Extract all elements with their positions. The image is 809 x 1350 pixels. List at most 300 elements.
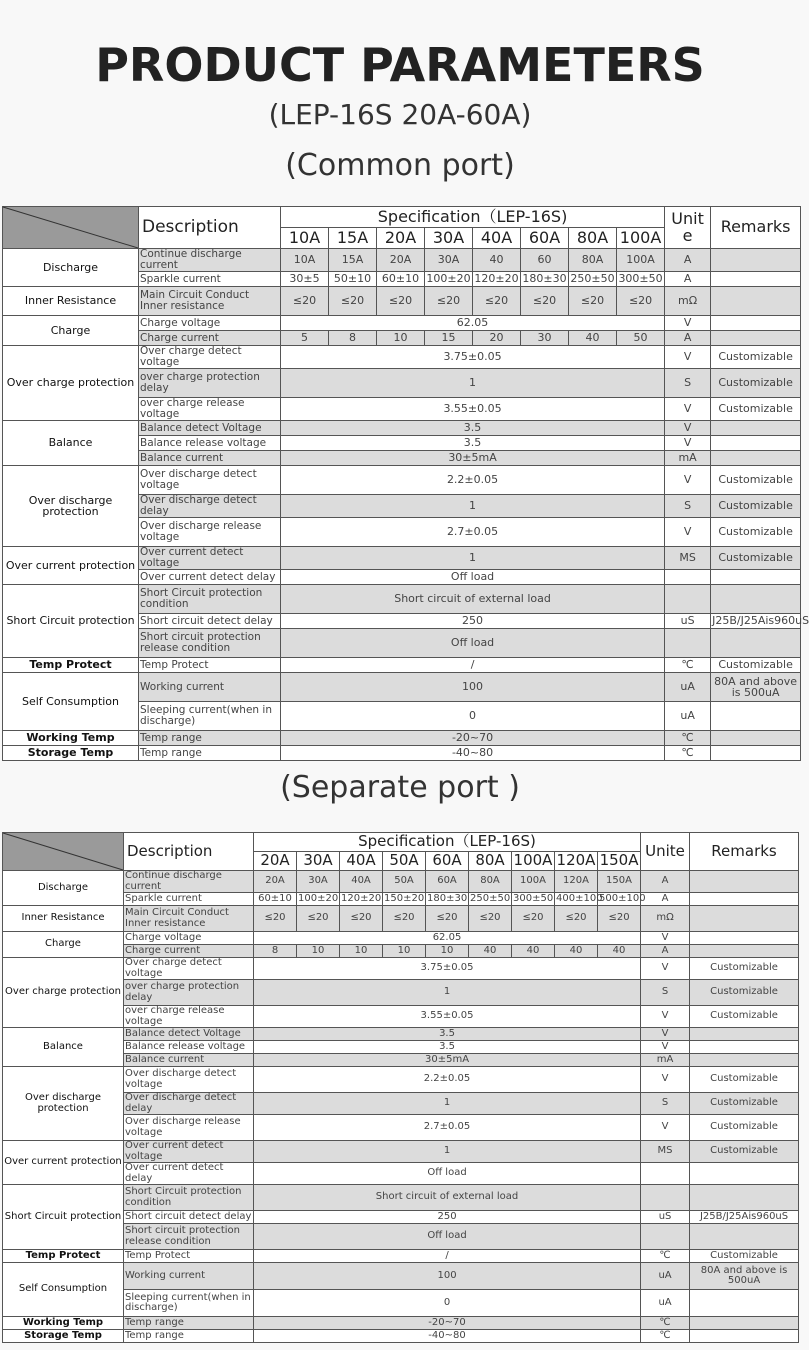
parameter-description: Main Circuit Conduct Inner resistance (124, 906, 254, 932)
current-rating-header: 30A (297, 852, 340, 871)
specification-header: Specification（LEP-16S) (254, 833, 641, 852)
parameter-description: Balance detect Voltage (139, 421, 281, 436)
header-corner-cell (3, 833, 124, 871)
spec-value: 0 (254, 1290, 641, 1317)
spec-value: / (281, 658, 665, 673)
parameter-description: Working current (124, 1263, 254, 1290)
spec-value: 100A (512, 871, 555, 893)
parameter-group-label: Self Consumption (3, 673, 139, 731)
spec-value: Off load (281, 570, 665, 585)
unit-value: V (641, 1067, 690, 1093)
unit-value: uS (641, 1211, 690, 1224)
parameter-group-label: Storage Temp (3, 746, 139, 761)
remarks-header: Remarks (711, 207, 801, 249)
unit-value: MS (665, 547, 711, 570)
parameter-group-label: Working Temp (3, 1317, 124, 1330)
remark-value (690, 893, 799, 906)
spec-value: 30±5mA (254, 1054, 641, 1067)
spec-value: 0 (281, 702, 665, 731)
parameter-description: Over discharge detect delay (124, 1093, 254, 1115)
unit-value: V (665, 316, 711, 331)
remark-value: Customizable (690, 1115, 799, 1141)
table-row (3, 1185, 799, 1211)
spec-value: 1 (281, 495, 665, 518)
spec-value: 40 (569, 331, 617, 346)
unit-value: mA (665, 451, 711, 466)
unit-value: A (641, 945, 690, 958)
remark-value (690, 945, 799, 958)
parameter-description: Balance release voltage (124, 1041, 254, 1054)
spec-value: 300±50 (618, 272, 663, 286)
unit-value: V (665, 421, 711, 436)
spec-value: 100±20 (426, 272, 471, 286)
parameter-description: Over discharge detect delay (139, 495, 281, 518)
spec-value: ≤20 (569, 287, 617, 316)
spec-value: 120A (555, 871, 598, 893)
spec-value: 180±30 (427, 892, 468, 904)
table-row (3, 585, 801, 614)
parameter-description: Over discharge detect voltage (139, 466, 281, 495)
unit-value: V (665, 436, 711, 451)
spec-value: Off load (281, 629, 665, 658)
remark-value (711, 451, 801, 466)
remark-value: Customizable (711, 466, 801, 495)
spec-value: ≤20 (297, 906, 340, 932)
parameter-group-label: Discharge (3, 871, 124, 906)
spec-value: 50 (617, 331, 665, 346)
parameter-group-label: Over current protection (3, 1141, 124, 1185)
spec-value: 10 (383, 945, 426, 958)
current-rating-header: 40A (473, 228, 521, 249)
spec-value: 1 (281, 369, 665, 398)
current-rating-header: 20A (254, 852, 297, 871)
spec-value: 250±50 (470, 892, 511, 904)
spec-value: 150±20 (384, 892, 425, 904)
remark-value: Customizable (711, 547, 801, 570)
spec-value: 3.55±0.05 (281, 398, 665, 421)
spec-value: ≤20 (426, 906, 469, 932)
remark-value: J25B/J25Ais960uS (690, 1211, 799, 1224)
spec-value: 40 (469, 945, 512, 958)
parameter-description: Working current (139, 673, 281, 702)
unit-header: Unite (641, 833, 690, 871)
remark-value: 80A and above is 500uA (711, 673, 801, 702)
parameter-group-label: Charge (3, 316, 139, 346)
spec-value: ≤20 (377, 287, 425, 316)
spec-value: ≤20 (254, 906, 297, 932)
spec-value: 250 (281, 614, 665, 629)
remark-value: Customizable (711, 346, 801, 369)
spec-value: ≤20 (555, 906, 598, 932)
parameter-group-label: Charge (3, 932, 124, 958)
current-rating-header: 50A (383, 852, 426, 871)
unit-value: V (665, 398, 711, 421)
remark-value: Customizable (690, 958, 799, 980)
unit-value: S (641, 980, 690, 1006)
parameter-description: Short Circuit protection condition (124, 1185, 254, 1211)
spec-value: ≤20 (383, 906, 426, 932)
remark-value (690, 1163, 799, 1185)
spec-value: ≤20 (281, 287, 329, 316)
model-subtitle: (LEP-16S 20A-60A) (268, 98, 532, 131)
remark-value (711, 746, 801, 761)
spec-value: 62.05 (254, 932, 641, 945)
parameter-group-label: Balance (3, 1028, 124, 1067)
spec-value: ≤20 (425, 287, 473, 316)
parameter-description: Over discharge detect voltage (124, 1067, 254, 1093)
current-rating-header: 60A (426, 852, 469, 871)
unit-value: V (641, 1041, 690, 1054)
spec-value: 400±100 (556, 892, 603, 904)
remark-value (690, 871, 799, 893)
table-row (3, 906, 799, 932)
spec-value: 3.55±0.05 (254, 1006, 641, 1028)
parameter-description: Charge voltage (139, 316, 281, 331)
parameter-description: Main Circuit Conduct Inner resistance (139, 287, 281, 316)
unit-value: A (665, 249, 711, 272)
spec-value: 300±50 (513, 892, 554, 904)
remark-value (711, 272, 801, 287)
spec-value: -40~80 (254, 1330, 641, 1343)
unit-value: ℃ (641, 1250, 690, 1263)
parameter-group-label: Discharge (3, 249, 139, 287)
unit-value: V (665, 346, 711, 369)
spec-value: 150A (598, 871, 641, 893)
spec-value: 40A (340, 871, 383, 893)
spec-value: 30A (297, 871, 340, 893)
parameter-group-label: Over charge protection (3, 958, 124, 1028)
table-row (3, 746, 801, 761)
remark-value (690, 1028, 799, 1041)
spec-value: Off load (254, 1224, 641, 1250)
parameter-description: Sleeping current(when in discharge) (139, 702, 281, 731)
remark-value (711, 629, 801, 658)
remark-value (711, 249, 801, 272)
unit-value: uS (665, 614, 711, 629)
spec-value: 62.05 (281, 316, 665, 331)
unit-value: MS (641, 1141, 690, 1163)
spec-value: -20~70 (254, 1317, 641, 1330)
table-row (3, 1028, 799, 1041)
spec-value: 30 (521, 331, 569, 346)
remark-value (690, 1290, 799, 1317)
remark-value: J25B/J25Ais960uS (712, 614, 809, 628)
unit-value: S (665, 369, 711, 398)
current-rating-header: 80A (469, 852, 512, 871)
remark-value (690, 932, 799, 945)
spec-value: 15A (329, 249, 377, 272)
spec-value: / (254, 1250, 641, 1263)
spec-value: 3.5 (254, 1028, 641, 1041)
parameter-group-label: Self Consumption (3, 1263, 124, 1317)
remarks-header: Remarks (690, 833, 799, 871)
remark-value: Customizable (690, 1093, 799, 1115)
specification-header: Specification（LEP-16S) (281, 207, 665, 228)
header-corner-cell (3, 207, 139, 249)
table-row (3, 547, 801, 570)
remark-value (690, 1224, 799, 1250)
parameter-description: Temp range (139, 746, 281, 761)
remark-value (690, 1317, 799, 1330)
remark-value (711, 585, 801, 614)
unit-value (641, 1185, 690, 1211)
unit-value: V (641, 958, 690, 980)
remark-value: Customizable (711, 518, 801, 547)
parameter-description: Over current detect delay (139, 570, 281, 585)
parameter-description: over charge release voltage (124, 1006, 254, 1028)
parameter-description: Over charge detect voltage (139, 346, 281, 369)
spec-value: 60 (521, 249, 569, 272)
remark-value (711, 331, 801, 346)
parameter-description: Charge voltage (124, 932, 254, 945)
table-row (3, 932, 799, 945)
remark-value: Customizable (690, 1067, 799, 1093)
spec-value: 30±5 (281, 272, 329, 287)
parameter-description: Charge current (139, 331, 281, 346)
spec-value: 120±20 (474, 272, 519, 286)
spec-value: 100A (617, 249, 665, 272)
current-rating-header: 15A (329, 228, 377, 249)
table-row (3, 249, 801, 272)
spec-value: 1 (254, 1093, 641, 1115)
table-row (3, 466, 801, 495)
parameter-description: over charge release voltage (139, 398, 281, 421)
unit-value: V (641, 1006, 690, 1028)
parameter-description: Short Circuit protection condition (139, 585, 281, 614)
unit-value: ℃ (665, 746, 711, 761)
parameter-description: Balance current (124, 1054, 254, 1067)
current-rating-header: 80A (569, 228, 617, 249)
spec-value: 2.7±0.05 (281, 518, 665, 547)
table-row (3, 673, 801, 702)
spec-value: 100 (281, 673, 665, 702)
unit-value: mΩ (665, 287, 711, 316)
unit-value: mA (641, 1054, 690, 1067)
current-rating-header: 30A (425, 228, 473, 249)
spec-value: 10 (340, 945, 383, 958)
remark-value: 80A and above is 500uA (690, 1263, 799, 1290)
table-row (3, 1263, 799, 1290)
spec-value: 250±50 (570, 272, 615, 286)
unit-value (641, 1163, 690, 1185)
table-row (3, 1141, 799, 1163)
spec-value: -40~80 (281, 746, 665, 761)
separate-port-heading: (Separate port ) (280, 770, 520, 805)
spec-value: 3.75±0.05 (254, 958, 641, 980)
unit-value: S (665, 495, 711, 518)
spec-value: 30±5mA (281, 451, 665, 466)
parameter-group-label: Storage Temp (3, 1330, 124, 1343)
current-rating-header: 150A (598, 852, 641, 871)
unit-value: ℃ (641, 1330, 690, 1343)
parameter-description: Short circuit protection release condition (139, 629, 281, 658)
spec-value: 10 (377, 331, 425, 346)
spec-value: 80A (569, 249, 617, 272)
spec-value: ≤20 (340, 906, 383, 932)
spec-value: 3.75±0.05 (281, 346, 665, 369)
parameter-group-label: Inner Resistance (3, 906, 124, 932)
unit-value (665, 570, 711, 585)
description-header: Description (139, 207, 281, 249)
spec-value: 1 (254, 980, 641, 1006)
parameter-description: Short circuit detect delay (124, 1211, 254, 1224)
unit-value: V (641, 1028, 690, 1041)
unit-value: V (665, 466, 711, 495)
spec-value: 1 (281, 547, 665, 570)
table-row (3, 1067, 799, 1093)
spec-value: 10 (297, 945, 340, 958)
remark-value (711, 421, 801, 436)
remark-value (690, 1330, 799, 1343)
spec-value: ≤20 (469, 906, 512, 932)
spec-value: 1 (254, 1141, 641, 1163)
unit-value (641, 1224, 690, 1250)
parameter-description: Over current detect voltage (139, 547, 281, 570)
parameter-description: Over current detect delay (124, 1163, 254, 1185)
current-rating-header: 40A (340, 852, 383, 871)
spec-value: ≤20 (329, 287, 377, 316)
table-row (3, 287, 801, 316)
spec-value: Short circuit of external load (281, 585, 665, 614)
spec-value: 50±10 (329, 272, 377, 287)
table-row (3, 1250, 799, 1263)
spec-value: 2.7±0.05 (254, 1115, 641, 1141)
table-row (3, 731, 801, 746)
remark-value: Customizable (711, 495, 801, 518)
remark-value (711, 316, 801, 331)
parameter-group-label: Balance (3, 421, 139, 466)
unit-value: ℃ (641, 1317, 690, 1330)
remark-value: Customizable (690, 980, 799, 1006)
unit-value: mΩ (641, 906, 690, 932)
parameter-description: over charge protection delay (139, 369, 281, 398)
parameter-group-label: Temp Protect (3, 1250, 124, 1263)
spec-value: Short circuit of external load (254, 1185, 641, 1211)
parameter-group-label: Inner Resistance (3, 287, 139, 316)
spec-value: 500±100 (599, 892, 646, 904)
remark-value: Customizable (711, 658, 801, 673)
table-row (3, 658, 801, 673)
parameter-group-label: Over current protection (3, 547, 139, 585)
spec-value: 3.5 (281, 421, 665, 436)
spec-value: 60±10 (254, 893, 297, 906)
spec-value: 180±30 (522, 272, 567, 286)
unit-value: A (665, 272, 711, 287)
spec-value: Off load (254, 1163, 641, 1185)
remark-value (711, 731, 801, 746)
current-rating-header: 100A (617, 228, 665, 249)
unit-value (665, 629, 711, 658)
remark-value (711, 436, 801, 451)
description-header: Description (124, 833, 254, 871)
unit-value: uA (665, 673, 711, 702)
unit-value: uA (641, 1290, 690, 1317)
spec-value: -20~70 (281, 731, 665, 746)
spec-value: 20A (254, 871, 297, 893)
parameter-group-label: Over charge protection (3, 346, 139, 421)
spec-value: 8 (329, 331, 377, 346)
remark-value: Customizable (690, 1141, 799, 1163)
unit-value: S (641, 1093, 690, 1115)
spec-value: ≤20 (521, 287, 569, 316)
remark-value: Customizable (711, 398, 801, 421)
unit-value: ℃ (665, 658, 711, 673)
unit-value: V (641, 932, 690, 945)
remark-value: Customizable (690, 1250, 799, 1263)
spec-value: 50A (383, 871, 426, 893)
parameter-description: Temp range (124, 1317, 254, 1330)
spec-value: 3.5 (281, 436, 665, 451)
separate-port-table (2, 832, 799, 1343)
parameter-group-label: Over discharge protection (3, 466, 139, 547)
table-row (3, 1317, 799, 1330)
current-rating-header: 60A (521, 228, 569, 249)
parameter-description: Temp range (139, 731, 281, 746)
unit-value: ℃ (665, 731, 711, 746)
remark-value: Customizable (711, 369, 801, 398)
parameter-group-label: Short Circuit protection (3, 585, 139, 658)
unit-value: uA (665, 702, 711, 731)
remark-value (690, 1041, 799, 1054)
remark-value (690, 1185, 799, 1211)
parameter-description: Continue discharge current (139, 249, 281, 272)
unit-value: uA (641, 1263, 690, 1290)
parameter-description: Short circuit protection release condition (124, 1224, 254, 1250)
parameter-description: Sparkle current (139, 272, 281, 287)
parameter-group-label: Short Circuit protection (3, 1185, 124, 1250)
parameter-description: over charge protection delay (124, 980, 254, 1006)
spec-value: ≤20 (473, 287, 521, 316)
remark-value (690, 906, 799, 932)
unit-value: A (641, 871, 690, 893)
spec-value: 120±20 (341, 892, 382, 904)
remark-value: Customizable (690, 1006, 799, 1028)
table-row (3, 1330, 799, 1343)
remark-value (690, 1054, 799, 1067)
common-port-heading: (Common port) (285, 148, 515, 183)
parameter-description: Over discharge release voltage (124, 1115, 254, 1141)
spec-value: 60±10 (377, 272, 425, 287)
parameter-group-label: Working Temp (3, 731, 139, 746)
parameter-description: Continue discharge current (124, 871, 254, 893)
parameter-description: Temp Protect (124, 1250, 254, 1263)
spec-value: 10A (281, 249, 329, 272)
parameter-group-label: Over discharge protection (3, 1067, 124, 1141)
spec-value: 2.2±0.05 (281, 466, 665, 495)
spec-value: 100 (254, 1263, 641, 1290)
remark-value (711, 287, 801, 316)
remark-value (711, 702, 801, 731)
common-port-table (2, 206, 809, 761)
parameter-description: Balance current (139, 451, 281, 466)
spec-value: 15 (425, 331, 473, 346)
remark-value (711, 570, 801, 585)
parameter-group-label: Temp Protect (3, 658, 139, 673)
spec-value: 20 (473, 331, 521, 346)
current-rating-header: 100A (512, 852, 555, 871)
table-row (3, 346, 801, 369)
current-rating-header: 120A (555, 852, 598, 871)
parameter-description: Temp range (124, 1330, 254, 1343)
spec-value: 80A (469, 871, 512, 893)
unit-value: A (665, 331, 711, 346)
parameter-description: Short circuit detect delay (139, 614, 281, 629)
spec-value: 100±20 (298, 892, 339, 904)
parameter-description: Over discharge release voltage (139, 518, 281, 547)
parameter-description: Over charge detect voltage (124, 958, 254, 980)
parameter-description: Balance release voltage (139, 436, 281, 451)
spec-value: ≤20 (617, 287, 665, 316)
